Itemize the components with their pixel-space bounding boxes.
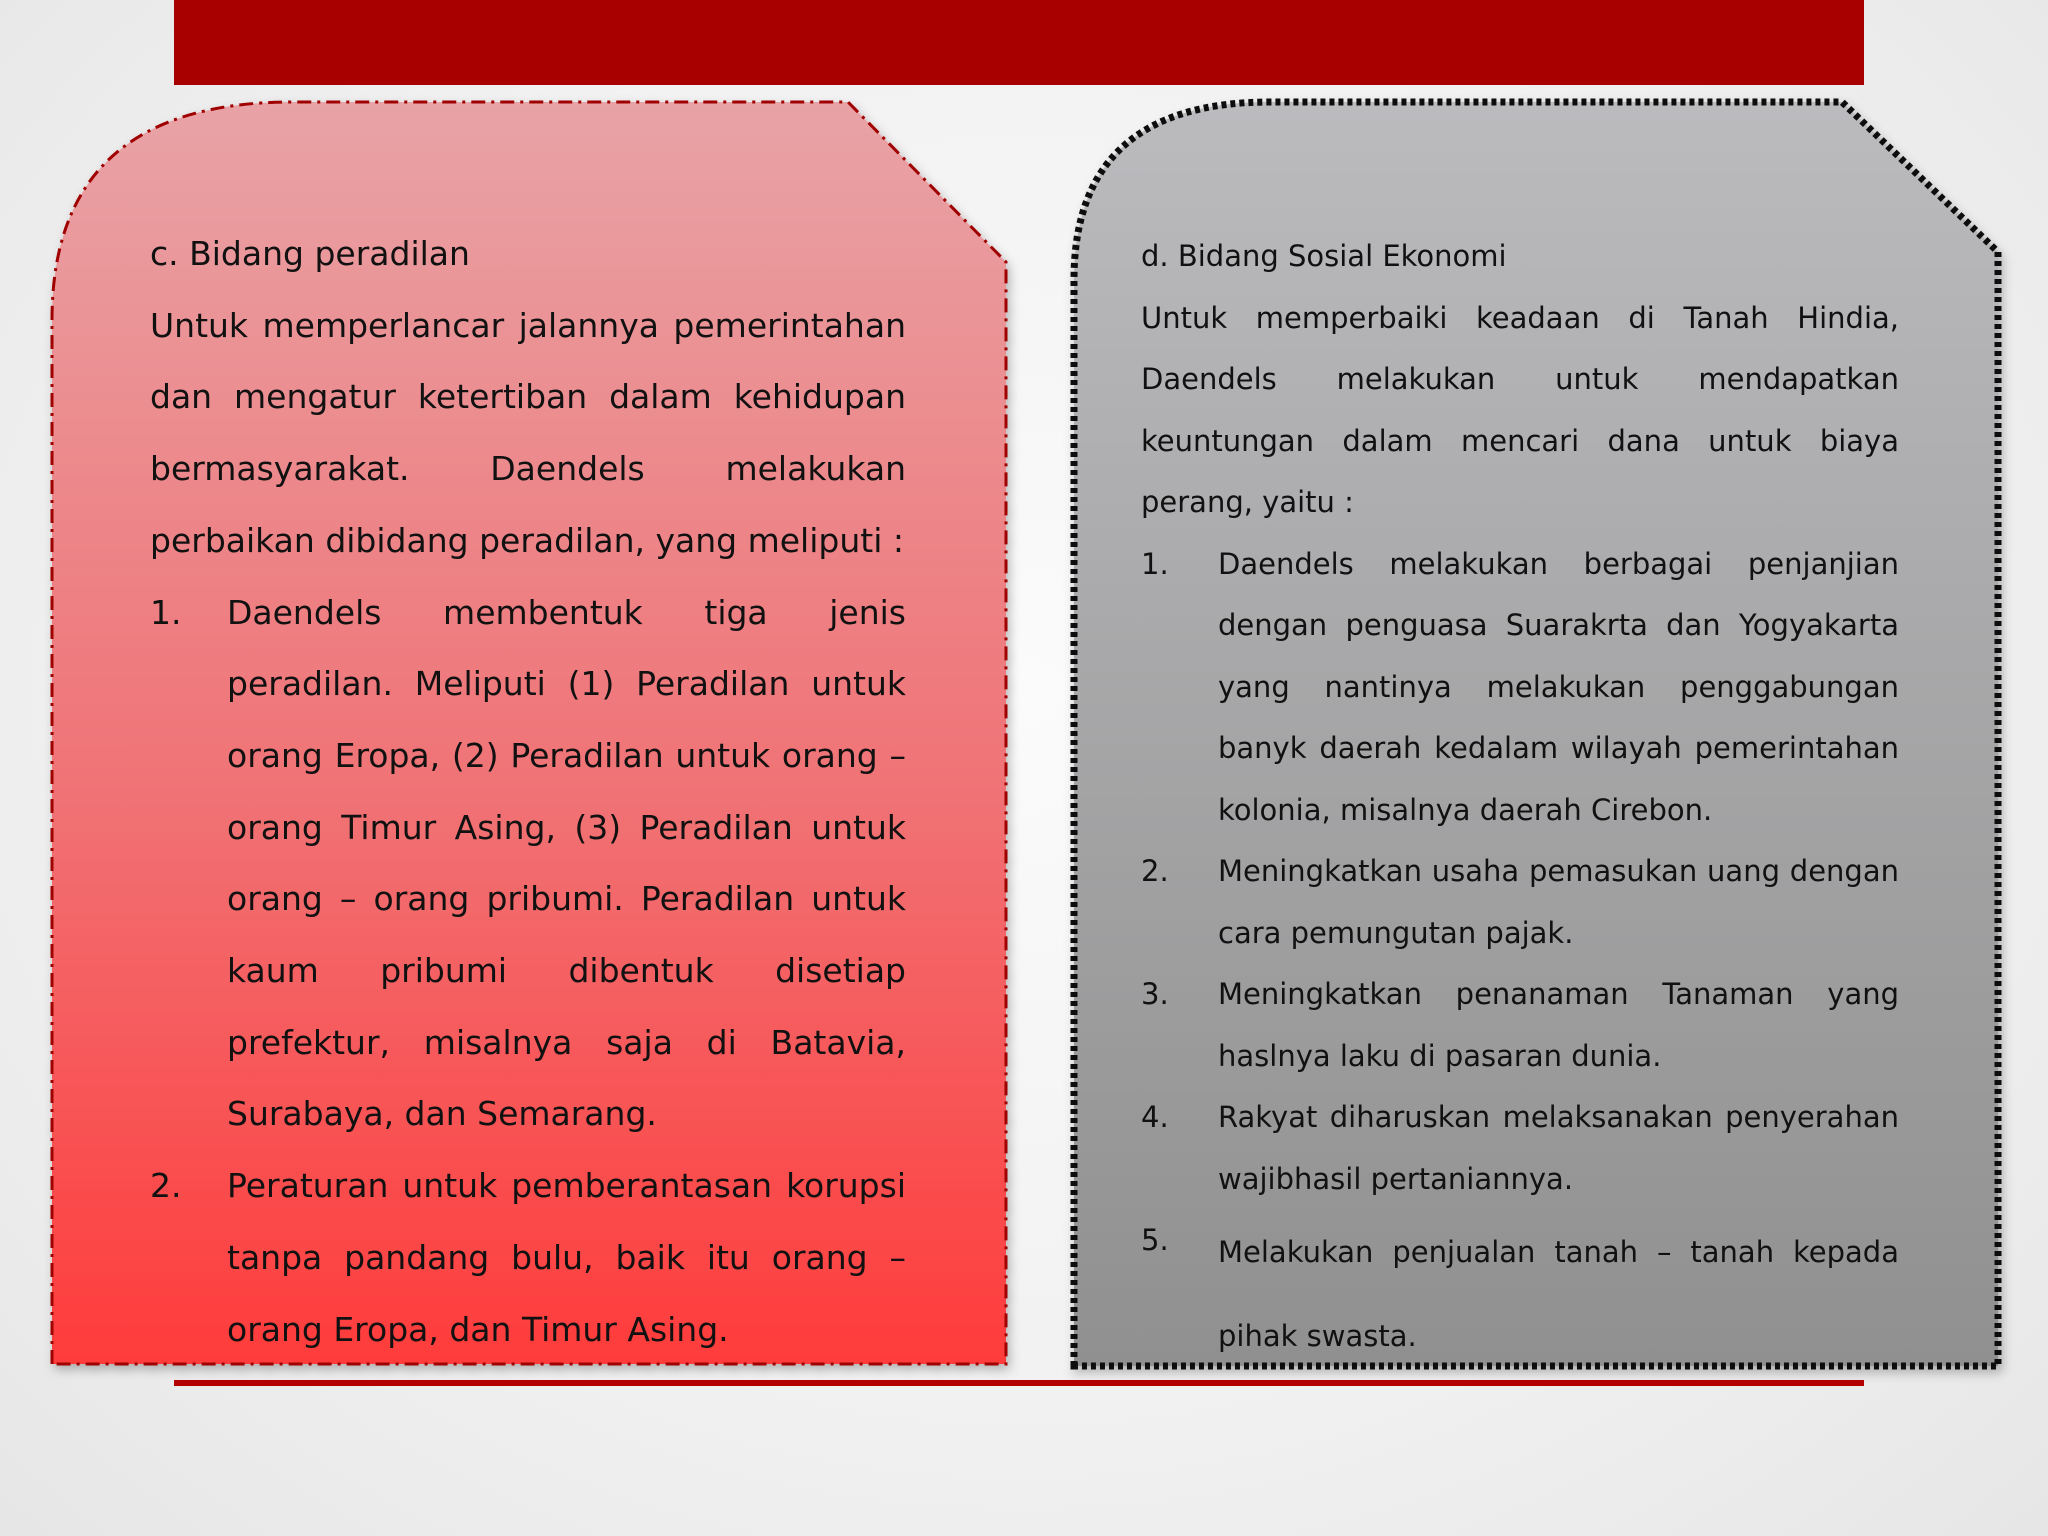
right-card-intro: Untuk memperbaiki keadaan di Tanah Hindia, Daendels melakukan untuk mendapatkan keuntungan dalam mencari dana untuk biaya perang, yaitu : bbox=[1141, 300, 1899, 519]
left-card-intro bbox=[150, 290, 906, 577]
list-item-number: 2. bbox=[150, 1166, 182, 1206]
list-item-number: 4. bbox=[1141, 1100, 1169, 1134]
list-item-text: Peraturan untuk pemberantasan korupsi tanpa pandang bulu, baik itu orang – orang Eropa, dan Timur Asing. bbox=[227, 1166, 906, 1349]
list-item-text: Meningkatkan penanaman Tanaman yang haslnya laku di pasaran dunia. bbox=[1218, 977, 1899, 1073]
list-item-number: 5. bbox=[1141, 1223, 1169, 1257]
list-item bbox=[1141, 534, 1899, 842]
list-item-number: 3. bbox=[1141, 977, 1169, 1011]
list-item-number: 2. bbox=[1141, 854, 1169, 888]
list-item bbox=[150, 577, 906, 1151]
list-item-text: Rakyat diharuskan melaksanakan penyerahan wajibhasil pertaniannya. bbox=[1218, 1100, 1899, 1196]
right-card-heading: d. Bidang Sosial Ekonomi bbox=[1141, 239, 1507, 273]
list-item-text: Daendels melakukan berbagai penjanjian dengan penguasa Suarakrta dan Yogyakarta yang nantinya melakukan penggabungan banyk daerah kedalam wilayah pemerintahan kolonia, misalnya daerah Cirebon. bbox=[1218, 546, 1899, 827]
right-card-list bbox=[1141, 534, 1899, 1379]
list-item bbox=[150, 1150, 906, 1365]
list-item-text: Melakukan penjualan tanah – tanah kepada pihak swasta. bbox=[1218, 1235, 1899, 1353]
right-card-content bbox=[1141, 226, 1899, 1378]
left-card-heading: c. Bidang peradilan bbox=[150, 234, 470, 273]
left-card-list bbox=[150, 577, 906, 1366]
bottom-divider-line bbox=[174, 1380, 1864, 1386]
left-card-intro-line: Untuk memperlancar jalannya pemerintahan dan mengatur ketertiban dalam kehidupan bermasyarakat. Daendels melakukan perbaikan dibidang peradilan, yang meliputi : bbox=[150, 305, 906, 560]
list-item-number: 1. bbox=[1141, 546, 1169, 581]
left-card-content bbox=[150, 218, 906, 1365]
list-item-text: Daendels membentuk tiga jenis peradilan. Meliputi (1) Peradilan untuk orang Eropa, (2) Peradilan untuk orang – orang Timur Asing, (3) Peradilan untuk orang – orang pribumi. Peradilan untuk kaum pribumi dibentuk disetiap prefektur, misalnya saja di Batavia, Surabaya, dan Semarang. bbox=[227, 592, 906, 1134]
list-item bbox=[1141, 1210, 1899, 1378]
list-item bbox=[1141, 841, 1899, 964]
list-item-number: 1. bbox=[150, 592, 182, 632]
list-item-text: Meningkatkan usaha pemasukan uang dengan cara pemungutan pajak. bbox=[1218, 854, 1899, 950]
list-item bbox=[1141, 1087, 1899, 1210]
list-item bbox=[1141, 964, 1899, 1087]
